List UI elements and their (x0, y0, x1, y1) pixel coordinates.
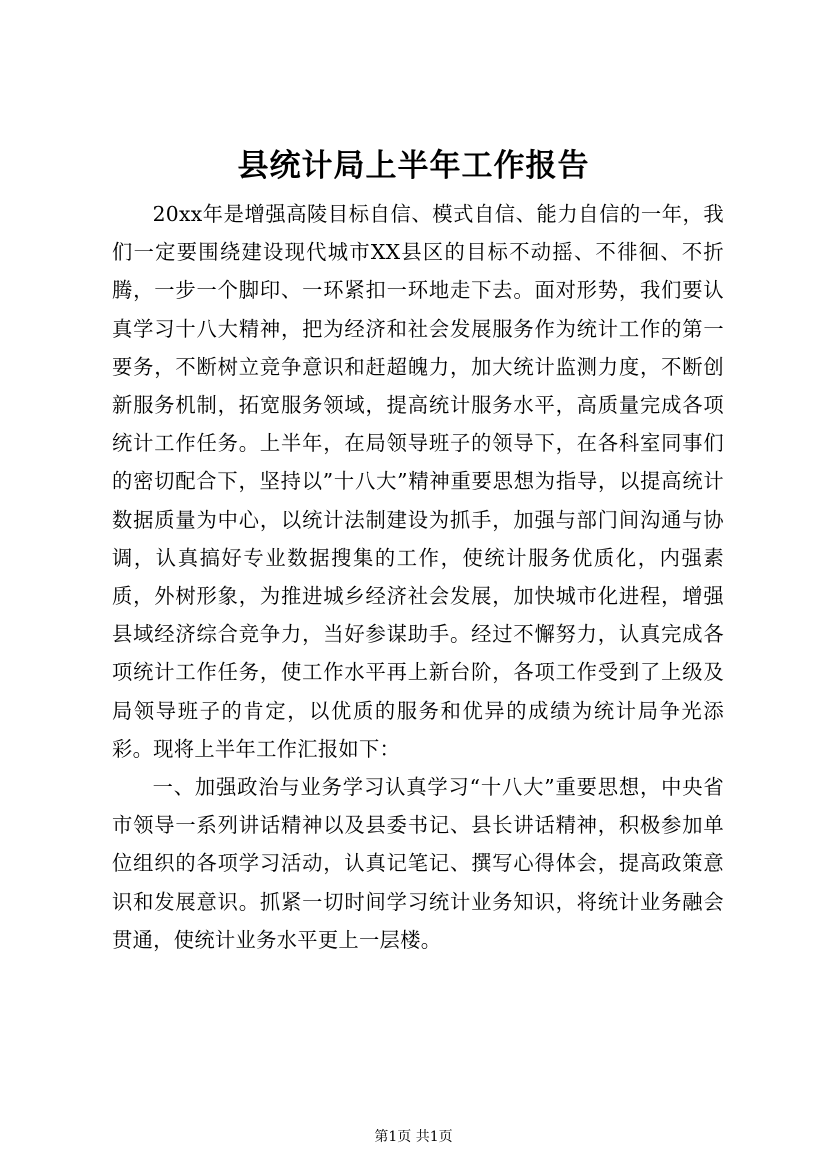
document-title: 县统计局上半年工作报告 (237, 148, 590, 184)
document-body (112, 195, 724, 959)
paragraph-intro: 20xx年是增强高陵目标自信、模式自信、能力自信的一年，我们一定要围绕建设现代城市XX县区的目标不动摇、不徘徊、不折腾，一步一个脚印、一环紧扣一环地走下去。面对形势，我们要认真学习十八大精神，把为经济和社会发展服务作为统计工作的第一要务，不断树立竞争意识和赶超魄力，加大统计监测力度，不断创新服务机制，拓宽服务领域，提高统计服务水平，高质量完成各项统计工作任务。上半年，在局领导班子的领导下，在各科室同事们的密切配合下，坚持以”十八大”精神重要思想为指导，以提高统计数据质量为中心，以统计法制建设为抓手，加强与部门间沟通与协调，认真搞好专业数据搜集的工作，使统计服务优质化，内强素质，外树形象，为推进城乡经济社会发展，加快城市化进程，增强县域经济综合竞争力，当好参谋助手。经过不懈努力，认真完成各项统计工作任务，使工作水平再上新台阶，各项工作受到了上级及局领导班子的肯定，以优质的服务和优异的成绩为统计局争光添彩。现将上半年工作汇报如下： (112, 202, 724, 761)
page-footer: 第1页 共1页 (374, 1129, 453, 1145)
paragraph-section-one: 一、加强政治与业务学习认真学习“十八大”重要思想，中央省市领导一系列讲话精神以及县委书记、县长讲话精神，积极参加单位组织的各项学习活动，认真记笔记、撰写心得体会，提高政策意识和发展意识。抓紧一切时间学习统计业务知识，将统计业务融会贯通，使统计业务水平更上一层楼。 (112, 775, 724, 952)
